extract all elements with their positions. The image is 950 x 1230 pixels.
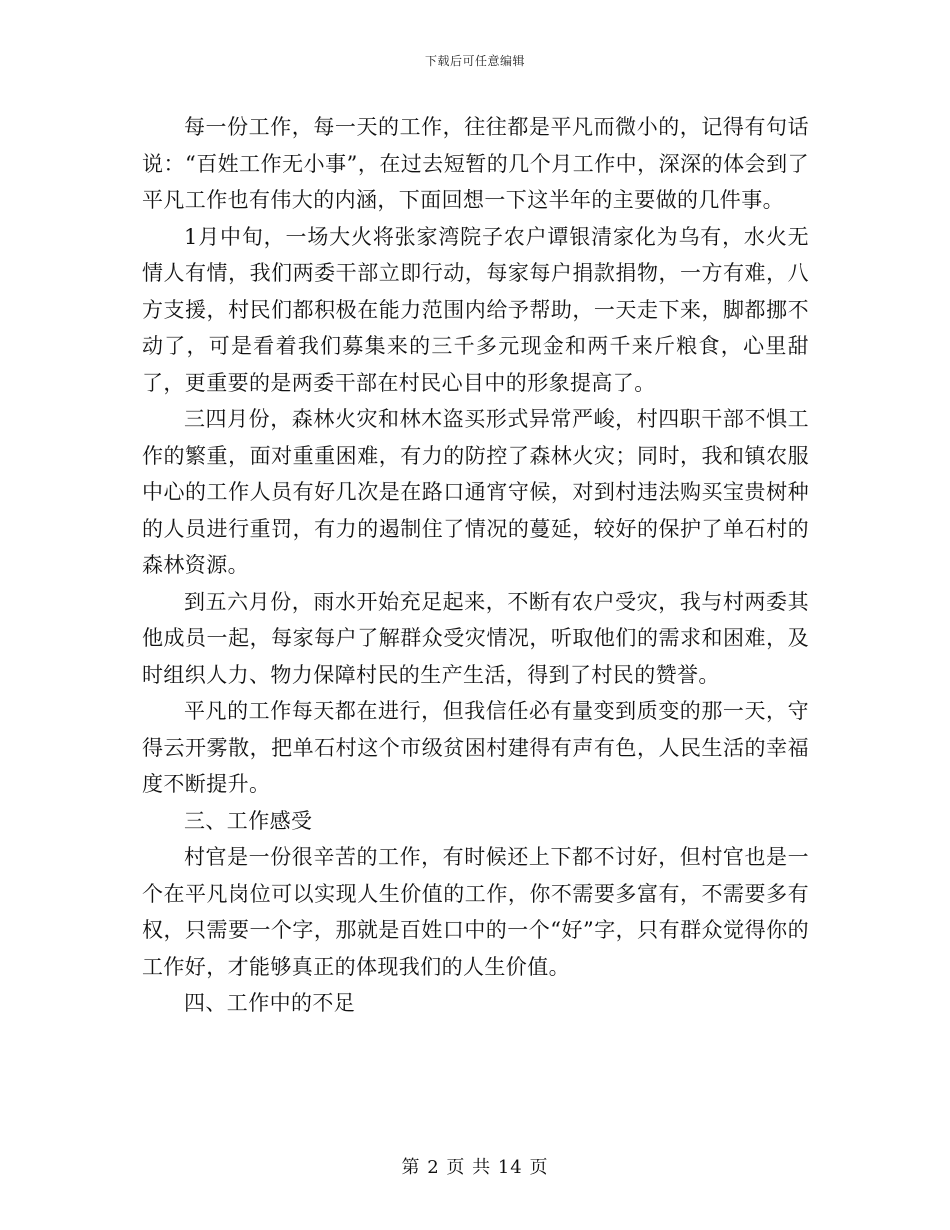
- document-body: [142, 109, 809, 1022]
- page-header-note: 下载后可任意编辑: [424, 54, 525, 68]
- section-heading-shortcomings: 四、工作中的不足: [184, 991, 356, 1015]
- paragraph-march-april-forest: 三四月份，森林火灾和林木盗买形式异常严峻，村四职干部不惧工作的繁重，面对重重困难，有力的防控了森林火灾；同时，我和镇农服中心的工作人员有好几次是在路口通宵守候，对到村违法购买宝贵树种的人员进行重罚，有力的遏制住了情况的蔓延，较好的保护了单石村的森林资源。: [142, 407, 809, 577]
- paragraph-may-june-rain: 到五六月份，雨水开始充足起来，不断有农户受灾，我与村两委其他成员一起，每家每户了解群众受灾情况，听取他们的需求和困难，及时组织人力、物力保障村民的生产生活，得到了村民的赞誉。: [142, 589, 809, 687]
- paragraph-ordinary-work: 平凡的工作每天都在进行，但我信任必有量变到质变的那一天，守得云开雾散，把单石村这个市级贫困村建得有声有色，人民生活的幸福度不断提升。: [142, 699, 809, 796]
- paragraph-village-official: 村官是一份很辛苦的工作，有时候还上下都不讨好，但村官也是一个在平凡岗位可以实现人生价值的工作，你不需要多富有，不需要多有权，只需要一个字，那就是百姓口中的一个“好”字，只有群众觉得你的工作好，才能够真正的体现我们的人生价值。: [142, 845, 809, 979]
- paragraph-intro: 每一份工作，每一天的工作，往往都是平凡而微小的，记得有句话说：“百姓工作无小事”，在过去短暂的几个月工作中，深深的体会到了平凡工作也有伟大的内涵，下面回想一下这半年的主要做的几件事。: [142, 115, 809, 212]
- paragraph-january-fire: 1月中旬，一场大火将张家湾院子农户谭银清家化为乌有，水火无情人有情，我们两委干部立即行动，每家每户捐款捐物，一方有难，八方支援，村民们都积极在能力范围内给予帮助，一天走下来，脚都挪不动了，可是看着我们募集来的三千多元现金和两千来斤粮食，心里甜了，更重要的是两委干部在村民心目中的形象提高了。: [142, 224, 809, 395]
- page-number-footer: 第 2 页 共 14 页: [401, 1157, 549, 1178]
- section-heading-work-feelings: 三、工作感受: [184, 808, 313, 833]
